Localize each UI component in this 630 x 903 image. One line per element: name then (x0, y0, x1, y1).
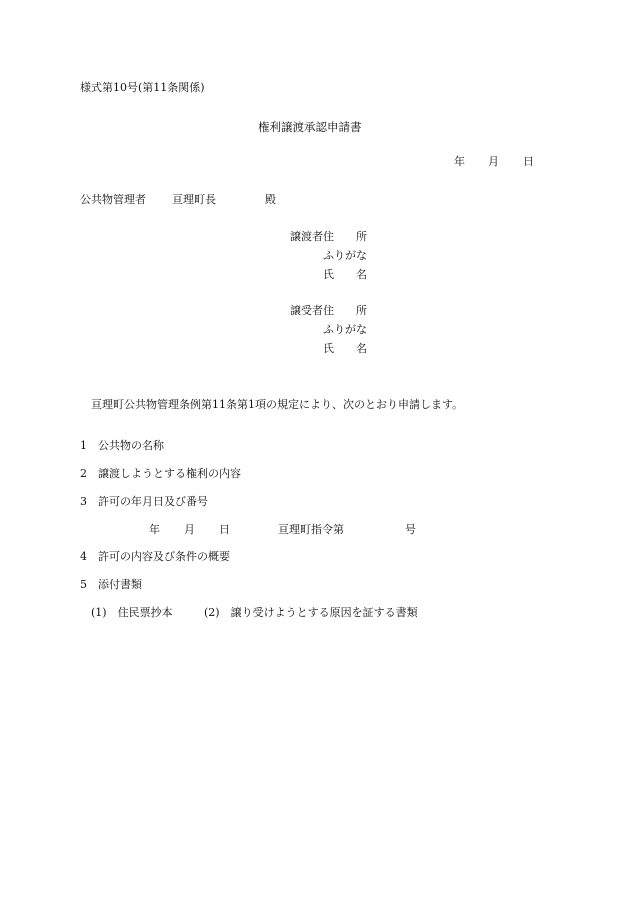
item-5-label: 添付書類 (98, 578, 142, 591)
addressee-mayor: 亘理町長 (172, 193, 216, 206)
transferee-furigana-label: ふりがな (323, 323, 367, 336)
body-text: 亘理町公共物管理条例第11条第1項の規定により、次のとおり申請します。 (91, 398, 464, 411)
item-2-label: 譲渡しようとする権利の内容 (98, 467, 241, 480)
item-3-month-label: 月 (184, 523, 195, 536)
item-4-number: 4 (80, 550, 87, 563)
item-3-year-label: 年 (149, 523, 160, 536)
document-title: 権利譲渡承認申請書 (258, 120, 362, 134)
item-3-go-label: 号 (405, 523, 416, 536)
date-month-label: 月 (488, 155, 499, 168)
addressee-office: 公共物管理者 (80, 193, 146, 206)
date-day-label: 日 (523, 155, 534, 168)
item-1-number: 1 (80, 439, 87, 452)
item-3-permit-label: 亘理町指令第 (278, 523, 344, 536)
transferee-name-label: 氏 名 (323, 342, 367, 355)
transferor-furigana-label: ふりがな (323, 249, 367, 262)
item-5-number: 5 (80, 578, 87, 591)
transferor-address-label: 譲渡者住 所 (290, 230, 367, 243)
transferor-name-label: 氏 名 (323, 268, 367, 281)
item-1-label: 公共物の名称 (98, 439, 164, 452)
form-number: 様式第10号(第11条関係) (80, 81, 205, 94)
item-3-label: 許可の年月日及び番号 (98, 495, 208, 508)
item-4-label: 許可の内容及び条件の概要 (98, 550, 230, 563)
item-3-day-label: 日 (219, 523, 230, 536)
item-2-number: 2 (80, 467, 87, 480)
transferee-address-label: 譲受者住 所 (290, 304, 367, 317)
date-year-label: 年 (454, 155, 465, 168)
attachment-1: (1) 住民票抄本 (91, 606, 173, 619)
addressee-honorific: 殿 (265, 193, 276, 206)
attachment-2: (2) 譲り受けようとする原因を証する書類 (204, 606, 418, 619)
item-3-number: 3 (80, 495, 87, 508)
